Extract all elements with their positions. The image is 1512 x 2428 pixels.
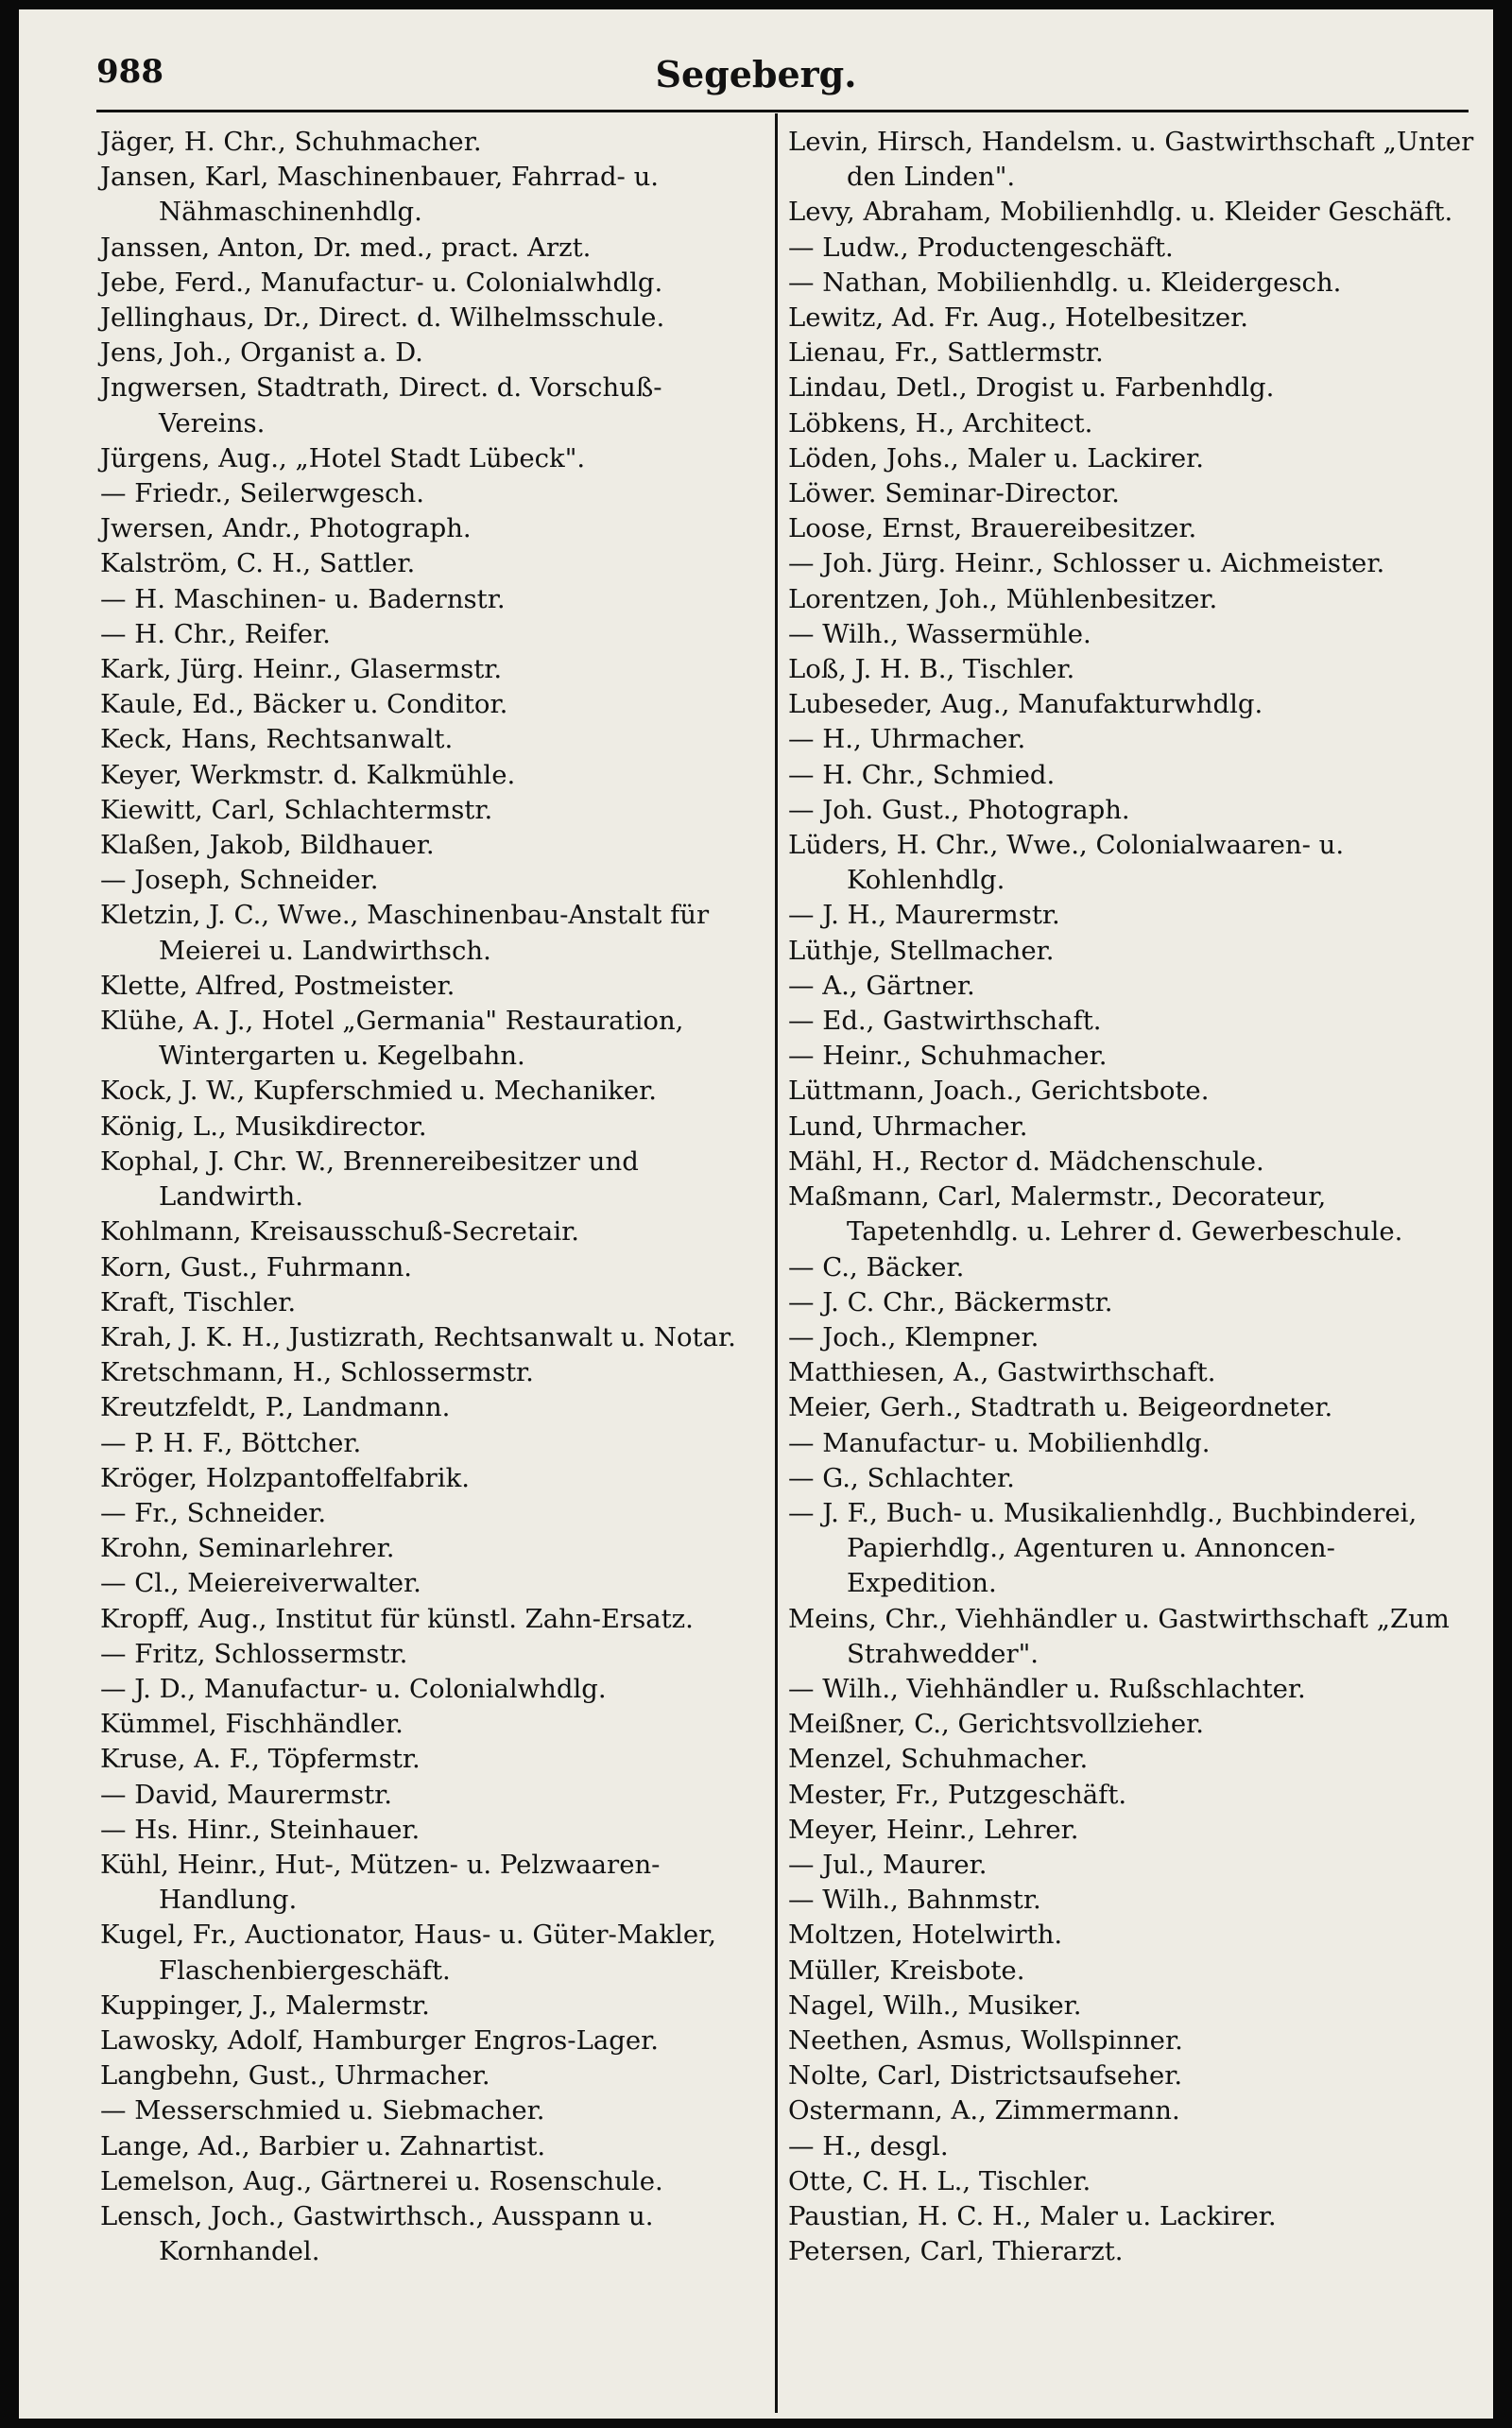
directory-entry: — Joh. Jürg. Heinr., Schlosser u. Aichmeister.	[788, 548, 1385, 579]
directory-entry: Kock, J. W., Kupferschmied u. Mechaniker.	[100, 1076, 657, 1107]
directory-entry: Löbkens, H., Architect.	[788, 407, 1093, 439]
directory-entry: Jansen, Karl, Maschinenbauer, Fahrrad- u. Nähmaschinenhdlg.	[100, 162, 660, 228]
directory-entry: Kiewitt, Carl, Schlachtermstr.	[100, 794, 493, 825]
directory-entry: Menzel, Schuhmacher.	[788, 1744, 1089, 1775]
directory-entry: Kropff, Aug., Institut für künstl. Zahn-Ersatz.	[100, 1603, 694, 1634]
directory-entry: — H. Chr., Reifer.	[100, 618, 331, 649]
directory-entry: Jellinghaus, Dr., Direct. d. Wilhelmsschule.	[100, 302, 665, 334]
directory-entry: Keck, Hans, Rechtsanwalt.	[100, 724, 454, 755]
directory-entry: — J. F., Buch- u. Musikalienhdlg., Buchbinderei, Papierhdlg., Agenturen u. Annoncen-Expedition.	[788, 1497, 1418, 1599]
header-rule	[96, 110, 1469, 112]
directory-entry: Lubeseder, Aug., Manufakturwhdlg.	[788, 689, 1263, 720]
directory-entry: Lüttmann, Joach., Gerichtsbote.	[788, 1076, 1210, 1107]
directory-entry: Lüders, H. Chr., Wwe., Colonialwaaren- u. Kohlenhdlg.	[788, 830, 1345, 896]
directory-entry: — P. H. F., Böttcher.	[100, 1427, 362, 1458]
directory-entry: — Heinr., Schuhmacher.	[788, 1041, 1108, 1072]
directory-entry: — Fr., Schneider.	[100, 1497, 327, 1528]
directory-entry: Nolte, Carl, Districtsaufseher.	[788, 2060, 1183, 2092]
directory-entry: Jens, Joh., Organist a. D.	[100, 337, 423, 369]
directory-entry: — Hs. Hinr., Steinhauer.	[100, 1814, 421, 1845]
directory-entry: — Cl., Meiereiverwalter.	[100, 1568, 421, 1599]
directory-entry: — G., Schlachter.	[788, 1462, 1015, 1493]
page-title: Segeberg.	[655, 53, 857, 95]
directory-entry: — Joh. Gust., Photograph.	[788, 794, 1130, 825]
directory-entry: Kreutzfeldt, P., Landmann.	[100, 1392, 451, 1423]
directory-entry: Lindau, Detl., Drogist u. Farbenhdlg.	[788, 372, 1275, 404]
directory-entry: — A., Gärtner.	[788, 970, 975, 1001]
directory-entry: Ostermann, A., Zimmermann.	[788, 2095, 1180, 2127]
directory-entry: — Ludw., Productengeschäft.	[788, 232, 1174, 263]
directory-entry: Langbehn, Gust., Uhrmacher.	[100, 2060, 490, 2092]
directory-entry: König, L., Musikdirector.	[100, 1111, 427, 1142]
directory-entry: — Fritz, Schlossermstr.	[100, 1638, 408, 1669]
directory-entry: Meins, Chr., Viehhändler u. Gastwirthschaft „Zum Strahwedder".	[788, 1603, 1450, 1669]
directory-entry: — Ed., Gastwirthschaft.	[788, 1006, 1102, 1037]
directory-entry: Janssen, Anton, Dr. med., pract. Arzt.	[100, 232, 592, 263]
directory-entry: Maßmann, Carl, Malermstr., Decorateur, Tapetenhdlg. u. Lehrer d. Gewerbeschule.	[788, 1181, 1403, 1248]
directory-entry: Lienau, Fr., Sattlermstr.	[788, 337, 1104, 369]
directory-entry: Lemelson, Aug., Gärtnerei u. Rosenschule.	[100, 2165, 663, 2196]
directory-entry: — Messerschmied u. Siebmacher.	[100, 2095, 545, 2127]
directory-entry: Jäger, H. Chr., Schuhmacher.	[100, 127, 482, 157]
directory-entry: Krah, J. K. H., Justizrath, Rechtsanwalt u. Notar.	[100, 1321, 736, 1352]
directory-entry: Kröger, Holzpantoffelfabrik.	[100, 1462, 471, 1493]
directory-entry: Korn, Gust., Fuhrmann.	[100, 1251, 413, 1283]
directory-entry: Lange, Ad., Barbier u. Zahnartist.	[100, 2130, 546, 2161]
page-header	[19, 9, 1493, 113]
directory-entry: Kalström, C. H., Sattler.	[100, 548, 416, 579]
directory-entry: Krohn, Seminarlehrer.	[100, 1533, 395, 1564]
directory-entry: Nagel, Wilh., Musiker.	[788, 1989, 1082, 2021]
directory-entry: Kühl, Heinr., Hut-, Mützen- u. Pelzwaaren-Handlung.	[100, 1849, 661, 1916]
directory-entry: — Jul., Maurer.	[788, 1849, 988, 1880]
page-number: 988	[96, 53, 163, 91]
directory-entry: Jngwersen, Stadtrath, Direct. d. Vorschuß-Vereins.	[100, 372, 662, 439]
directory-entry: — Wilh., Wassermühle.	[788, 618, 1091, 649]
directory-entry: — J. H., Maurermstr.	[788, 900, 1060, 931]
directory-entry: Lüthje, Stellmacher.	[788, 935, 1055, 966]
directory-entry: Kaule, Ed., Bäcker u. Conditor.	[100, 689, 508, 720]
directory-entry: Otte, C. H. L., Tischler.	[788, 2165, 1091, 2196]
directory-entry: Petersen, Carl, Thierarzt.	[788, 2236, 1124, 2267]
directory-entry: Lawosky, Adolf, Hamburger Engros-Lager.	[100, 2024, 659, 2056]
left-column	[100, 125, 762, 2269]
directory-entry: Neethen, Asmus, Wollspinner.	[788, 2024, 1183, 2056]
directory-entry: — Joseph, Schneider.	[100, 865, 379, 896]
directory-entry: Jürgens, Aug., „Hotel Stadt Lübeck".	[100, 442, 586, 474]
directory-entry: Klühe, A. J., Hotel „Germania" Restauration, Wintergarten u. Kegelbahn.	[100, 1006, 684, 1072]
directory-entry: Kuppinger, J., Malermstr.	[100, 1989, 430, 2021]
directory-entry: — J. C. Chr., Bäckermstr.	[788, 1286, 1113, 1317]
directory-entry: — H., Uhrmacher.	[788, 724, 1026, 755]
directory-entry: Löwer. Seminar-Director.	[788, 478, 1120, 509]
directory-entry: Moltzen, Hotelwirth.	[788, 1920, 1063, 1951]
directory-entry: Kophal, J. Chr. W., Brennereibesitzer und Landwirth.	[100, 1145, 639, 1213]
directory-entry: — H., desgl.	[788, 2130, 949, 2161]
directory-entry: Meyer, Heinr., Lehrer.	[788, 1814, 1079, 1845]
directory-entry: — Joch., Klempner.	[788, 1321, 1040, 1352]
directory-entry: Lensch, Joch., Gastwirthsch., Ausspann u. Kornhandel.	[100, 2200, 654, 2267]
directory-entry: Matthiesen, A., Gastwirthschaft.	[788, 1357, 1216, 1388]
directory-page	[19, 9, 1493, 2419]
directory-entry: Mähl, H., Rector d. Mädchenschule.	[788, 1145, 1264, 1177]
directory-entry: Kletzin, J. C., Wwe., Maschinenbau-Anstalt für Meierei u. Landwirthsch.	[100, 900, 710, 966]
directory-entry: Lorentzen, Joh., Mühlenbesitzer.	[788, 583, 1218, 614]
directory-entry: — David, Maurermstr.	[100, 1779, 393, 1810]
right-column	[788, 125, 1478, 2269]
directory-entry: — Manufactur- u. Mobilienhdlg.	[788, 1427, 1211, 1458]
directory-entry: Lewitz, Ad. Fr. Aug., Hotelbesitzer.	[788, 302, 1249, 334]
directory-entry: Kugel, Fr., Auctionator, Haus- u. Güter-Makler, Flaschenbiergeschäft.	[100, 1920, 716, 1986]
directory-entry: — H. Chr., Schmied.	[788, 759, 1056, 790]
directory-entry: Levin, Hirsch, Handelsm. u. Gastwirthschaft „Unter den Linden".	[788, 127, 1474, 193]
column-divider	[775, 113, 778, 2413]
directory-entry: — Wilh., Viehhändler u. Rußschlachter.	[788, 1673, 1306, 1704]
directory-entry: Levy, Abraham, Mobilienhdlg. u. Kleider Geschäft.	[788, 197, 1453, 228]
directory-entry: Löden, Johs., Maler u. Lackirer.	[788, 442, 1205, 474]
directory-entry: Paustian, H. C. H., Maler u. Lackirer.	[788, 2200, 1277, 2231]
directory-entry: — Friedr., Seilerwgesch.	[100, 478, 424, 509]
directory-entry: — J. D., Manufactur- u. Colonialwhdlg.	[100, 1673, 607, 1704]
directory-entry: Loß, J. H. B., Tischler.	[788, 654, 1075, 685]
directory-entry: Kruse, A. F., Töpfermstr.	[100, 1744, 421, 1775]
directory-entry: Kretschmann, H., Schlossermstr.	[100, 1357, 534, 1388]
directory-entry: Mester, Fr., Putzgeschäft.	[788, 1779, 1127, 1810]
directory-entry: Meißner, C., Gerichtsvollzieher.	[788, 1709, 1205, 1740]
directory-entry: Keyer, Werkmstr. d. Kalkmühle.	[100, 759, 516, 790]
directory-entry: Klette, Alfred, Postmeister.	[100, 970, 455, 1001]
directory-entry: Müller, Kreisbote.	[788, 1954, 1025, 1986]
directory-entry: Klaßen, Jakob, Bildhauer.	[100, 830, 435, 861]
directory-entry: Loose, Ernst, Brauereibesitzer.	[788, 513, 1197, 544]
directory-entry: Kraft, Tischler.	[100, 1286, 297, 1317]
directory-entry: Jwersen, Andr., Photograph.	[100, 513, 472, 544]
directory-entry: Kümmel, Fischhändler.	[100, 1709, 404, 1740]
directory-entry: Kohlmann, Kreisausschuß-Secretair.	[100, 1216, 579, 1248]
directory-entry: Meier, Gerh., Stadtrath u. Beigeordneter.	[788, 1392, 1333, 1423]
directory-entry: — Wilh., Bahnmstr.	[788, 1885, 1041, 1916]
directory-entry: Jebe, Ferd., Manufactur- u. Colonialwhdlg.	[100, 267, 663, 298]
directory-entry: — Nathan, Mobilienhdlg. u. Kleidergesch.	[788, 267, 1342, 298]
directory-entry: Lund, Uhrmacher.	[788, 1111, 1028, 1142]
directory-entry: Kark, Jürg. Heinr., Glasermstr.	[100, 654, 503, 685]
directory-entry: — C., Bäcker.	[788, 1251, 965, 1283]
directory-entry: — H. Maschinen- u. Badernstr.	[100, 583, 506, 614]
